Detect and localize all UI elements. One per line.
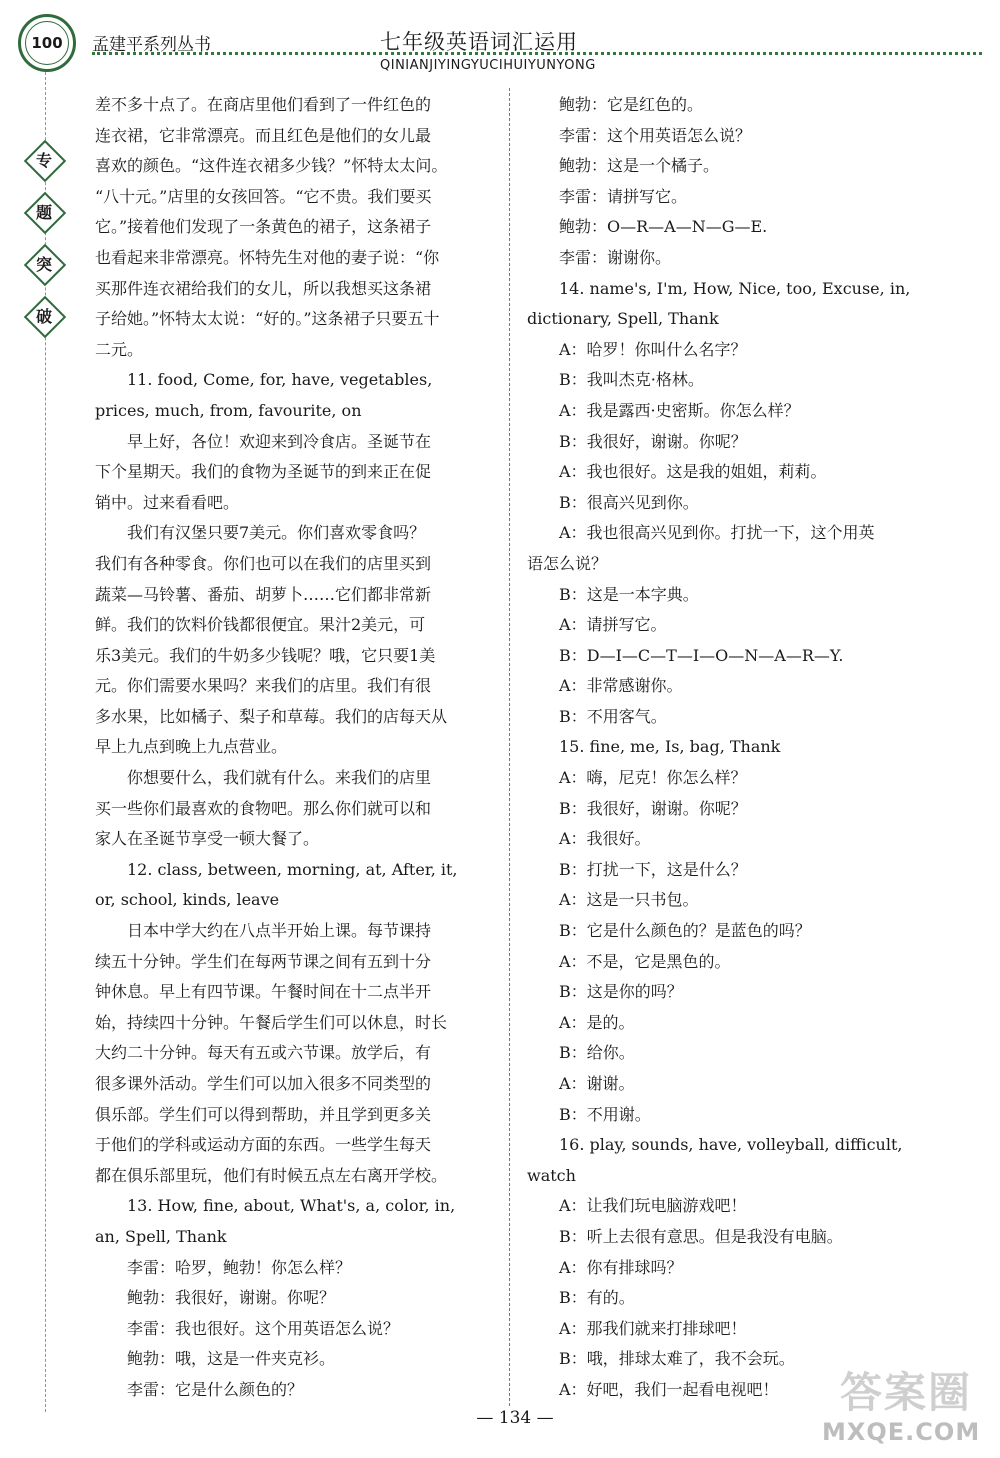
side-tab-char: 题 xyxy=(35,203,52,222)
text-line: 于他们的学科或运动方面的东西。一些学生每天 xyxy=(95,1135,432,1155)
side-tab-2 xyxy=(24,192,64,232)
series-logo-icon xyxy=(18,14,76,72)
question-heading: 11. food, Come, for, have, vegetables, xyxy=(127,370,433,390)
dialogue-line: 鲍勃：我很好，谢谢。你呢？ xyxy=(127,1288,336,1308)
dialogue-line: 鲍勃：这是一个橘子。 xyxy=(559,156,720,176)
dialogue-line: A：请拼写它。 xyxy=(559,615,667,635)
dialogue-line: B：听上去很有意思。但是我没有电脑。 xyxy=(559,1226,843,1246)
question-heading: 12. class, between, morning, at, After, it, xyxy=(127,859,458,879)
text-line: an, Spell, Thank xyxy=(95,1226,227,1246)
text-line: 多水果，比如橘子、梨子和草莓。我们的店每天从 xyxy=(95,706,448,726)
question-heading: 14. name's, I'm, How, Nice, too, Excuse, in, xyxy=(559,278,911,298)
dialogue-line: 李雷：它是什么颜色的？ xyxy=(127,1379,304,1399)
dialogue-line: B：给你。 xyxy=(559,1043,635,1063)
text-line: 也看起来非常漂亮。怀特先生对他的妻子说：“你 xyxy=(95,247,440,267)
dialogue-line: A：不是，它是黑色的。 xyxy=(559,951,731,971)
dialogue-line: A：嗨，尼克！你怎么样？ xyxy=(559,768,747,788)
text-line: 差不多十点了。在商店里他们看到了一件红色的 xyxy=(95,95,432,114)
text-line: watch xyxy=(527,1165,576,1185)
text-line: 始，持续四十分钟。午餐后学生们可以休息，时长 xyxy=(95,1012,448,1032)
dialogue-line: A：我也很高兴见到你。打扰一下，这个用英 xyxy=(559,523,875,543)
text-line: 元。你们需要水果吗？来我们的店里。我们有很 xyxy=(95,676,432,696)
text-line: 乐3美元。我们的牛奶多少钱呢？哦，它只要1美 xyxy=(95,645,436,665)
dialogue-line: A：谢谢。 xyxy=(559,1074,635,1093)
dialogue-line: 李雷：请拼写它。 xyxy=(559,186,688,206)
dialogue-line: 鲍勃：哦，这是一件夹克衫。 xyxy=(127,1349,336,1369)
text-line: “八十元。”店里的女孩回答。“它不贵。我们要买 xyxy=(95,186,432,206)
side-tab-4 xyxy=(24,296,64,336)
dialogue-line: A：我很好。 xyxy=(559,829,651,849)
dialogue-line: B：这是一本字典。 xyxy=(559,584,699,604)
text-line: 喜欢的颜色。“这件连衣裙多少钱？”怀特太太问。 xyxy=(95,156,448,176)
text-line: prices, much, from, favourite, on xyxy=(95,400,362,420)
dialogue-line: B：不用客气。 xyxy=(559,706,667,726)
side-tab-1 xyxy=(24,140,64,180)
page-header xyxy=(0,0,1000,80)
text-line: 早上好，各位！欢迎来到冷食店。圣诞节在 xyxy=(127,431,432,451)
text-line: dictionary, Spell, Thank xyxy=(527,309,719,329)
logo-number: 100 xyxy=(25,21,69,65)
text-line: 语怎么说？ xyxy=(527,553,608,573)
dialogue-line: 李雷：哈罗，鲍勃！你怎么样？ xyxy=(127,1257,352,1277)
dialogue-line: A：让我们玩电脑游戏吧！ xyxy=(559,1196,747,1216)
text-line: 俱乐部。学生们可以得到帮助，并且学到更多关 xyxy=(95,1104,432,1124)
text-line: 二元。 xyxy=(95,339,144,359)
dialogue-line: B：打扰一下，这是什么？ xyxy=(559,859,747,879)
dialogue-line: B：我很好，谢谢。你呢？ xyxy=(559,431,747,451)
text-line: 蔬菜—马铃薯、番茄、胡萝卜……它们都非常新 xyxy=(95,584,432,604)
dialogue-line: 李雷：我也很好。这个用英语怎么说？ xyxy=(127,1318,400,1338)
watermark-logo xyxy=(820,1360,990,1450)
dialogue-line: B：我叫杰克·格林。 xyxy=(559,370,704,390)
text-line: 鲜。我们的饮料价钱都很便宜。果汁2美元，可 xyxy=(95,615,426,635)
column-divider xyxy=(509,88,510,1406)
dialogue-line: B：D—I—C—T—I—O—N—A—R—Y. xyxy=(559,645,844,665)
text-line: 它。”接着他们发现了一条黄色的裙子，这条裙子 xyxy=(95,217,432,237)
text-line: 很多课外活动。学生们可以加入很多不同类型的 xyxy=(95,1074,432,1093)
dialogue-line: A：哈罗！你叫什么名字？ xyxy=(559,339,747,359)
text-line: 钟休息。早上有四节课。午餐时间在十二点半开 xyxy=(95,982,432,1002)
side-tab-char: 破 xyxy=(35,307,52,326)
text-line: 下个星期天。我们的食物为圣诞节的到来正在促 xyxy=(95,462,432,482)
book-title: 七年级英语词汇运用 xyxy=(380,30,578,54)
dialogue-line: A：你有排球吗？ xyxy=(559,1257,683,1277)
question-heading: 16. play, sounds, have, volleyball, difficult, xyxy=(559,1135,903,1155)
dialogue-line: 鲍勃：它是红色的。 xyxy=(559,95,704,114)
watermark-domain: MXQE.COM xyxy=(822,1418,981,1446)
right-column xyxy=(527,90,927,1406)
series-name: 孟建平系列丛书 xyxy=(92,35,211,55)
side-tab-char: 突 xyxy=(35,255,52,274)
dialogue-line: A：我也很好。这是我的姐姐，莉莉。 xyxy=(559,462,827,482)
watermark-text: 答案圈 xyxy=(840,1368,973,1417)
dialogue-line: 鲍勃：O—R—A—N—G—E. xyxy=(559,217,768,237)
dialogue-line: B：这是你的吗？ xyxy=(559,982,683,1002)
left-column xyxy=(95,90,495,1406)
dialogue-line: B：哦，排球太难了，我不会玩。 xyxy=(559,1349,795,1369)
side-tab-3 xyxy=(24,244,64,284)
text-line: 都在俱乐部里玩，他们有时候五点左右离开学校。 xyxy=(95,1165,448,1185)
dialogue-line: B：我很好，谢谢。你呢？ xyxy=(559,798,747,818)
book-title-pinyin: QINIANJIYINGYUCIHUIYUNYONG xyxy=(380,58,596,73)
text-line: 日本中学大约在八点半开始上课。每节课持 xyxy=(127,921,432,941)
text-line: or, school, kinds, leave xyxy=(95,890,280,910)
dialogue-line: A：非常感谢你。 xyxy=(559,676,683,696)
text-line: 续五十分钟。学生们在每两节课之间有五到十分 xyxy=(95,951,432,971)
dialogue-line: A：这是一只书包。 xyxy=(559,890,699,910)
dialogue-line: A：那我们就来打排球吧！ xyxy=(559,1318,747,1338)
dialogue-line: B：不用谢。 xyxy=(559,1104,651,1124)
dialogue-line: A：我是露西·史密斯。你怎么样？ xyxy=(559,400,800,420)
dialogue-line: B：它是什么颜色的？是蓝色的吗？ xyxy=(559,921,811,941)
text-line: 连衣裙，它非常漂亮。而且红色是他们的女儿最 xyxy=(95,125,432,145)
dialogue-line: 李雷：这个用英语怎么说？ xyxy=(559,125,752,145)
text-line: 我们有汉堡只要7美元。你们喜欢零食吗？ xyxy=(127,523,426,543)
question-heading: 13. How, fine, about, What's, a, color, in, xyxy=(127,1196,456,1216)
side-tab-char: 专 xyxy=(35,151,52,170)
text-line: 大约二十分钟。每天有五或六节课。放学后，有 xyxy=(95,1043,432,1063)
text-line: 你想要什么，我们就有什么。来我们的店里 xyxy=(127,768,432,788)
question-heading: 15. fine, me, Is, bag, Thank xyxy=(559,737,781,757)
text-line: 买一些你们最喜欢的食物吧。那么你们就可以和 xyxy=(95,798,432,818)
text-line: 我们有各种零食。你们也可以在我们的店里买到 xyxy=(95,553,432,573)
text-line: 买那件连衣裙给我们的女儿，所以我想买这条裙 xyxy=(95,278,432,298)
dialogue-line: A：是的。 xyxy=(559,1012,635,1032)
dialogue-line: A：好吧，我们一起看电视吧！ xyxy=(559,1379,779,1399)
dialogue-line: B：有的。 xyxy=(559,1288,635,1308)
dialogue-line: B：很高兴见到你。 xyxy=(559,492,699,512)
page-number: — 134 — xyxy=(476,1408,554,1428)
text-line: 家人在圣诞节享受一顿大餐了。 xyxy=(95,829,320,849)
text-line: 早上九点到晚上九点营业。 xyxy=(95,737,288,757)
dialogue-line: 李雷：谢谢你。 xyxy=(559,247,672,267)
text-line: 子给她。”怀特太太说：“好的。”这条裙子只要五十 xyxy=(95,309,440,329)
text-line: 销中。过来看看吧。 xyxy=(95,492,240,512)
